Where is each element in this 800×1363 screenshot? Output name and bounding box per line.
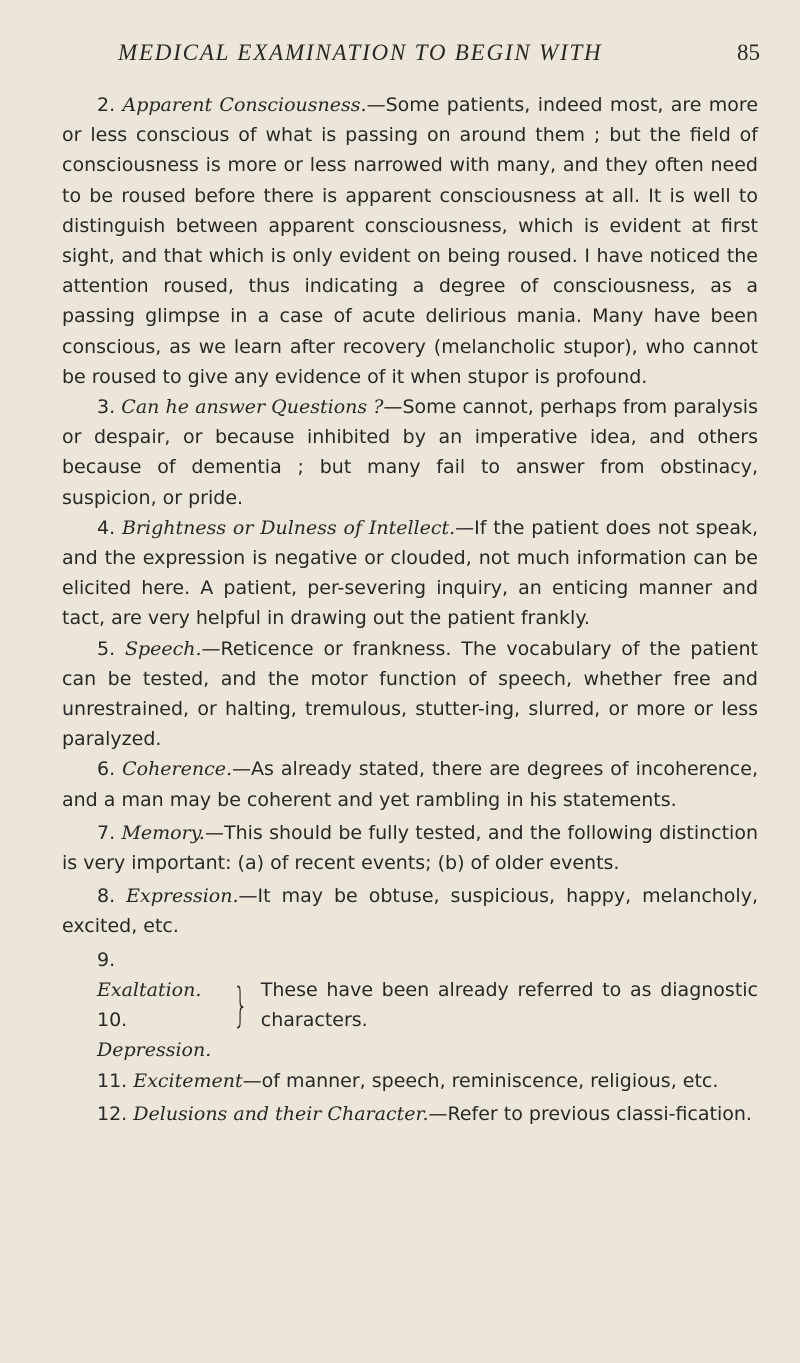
brace-group: [62, 945, 758, 1066]
paragraph-expression: 8. Expression.—It may be obtuse, suspicious, happy, melancholy, excited, etc.: [62, 885, 758, 938]
paragraph-answer-questions: 3. Can he answer Questions ?—Some cannot, perhaps from paralysis or despair, or because inhibited by an imperative idea, and others because of dementia ; but many fail to answer from obstinacy, suspicion, or pride.: [62, 396, 758, 509]
item-text: —Some patients, indeed most, are more or less conscious of what is passing on around them ; but the field of consciousness is more or less narrowed with many, and they often need to be roused before there is apparent consciousness at all. It is well to distinguish between apparent consciousness, which is evident at first sight, and that which is only evident on being roused. I have noticed the attention roused, thus indicating a degree of consciousness, as a passing glimpse in a case of acute delirious mania. Many have been conscious, as we learn after recovery (melancholic stupor), who cannot be roused to give any evidence of it when stupor is profound.: [62, 94, 759, 388]
paragraph-memory: 7. Memory.—This should be fully tested, and the following distinction is very important: (a) of recent events; (b) of older events.: [62, 821, 759, 875]
running-head: MEDICAL EXAMINATION TO BEGIN WITH: [118, 40, 603, 65]
paragraph-excitement: 11. Excitement—of manner, speech, reminiscence, religious, etc.: [97, 1069, 719, 1092]
item-text: —If the patient does not speak, and the expression is negative or clouded, not much information can be elicited here. A patient, per-severing inquiry, an enticing manner and tact, are very helpful in drawing out the patient frankly.: [62, 516, 759, 630]
item-text: —This should be fully tested, and the following distinction is very important: (a) of recent events; (b) of older events.: [62, 821, 759, 875]
item-text: —As already stated, there are degrees of incoherence, and a man may be coherent and yet rambling in his statements.: [62, 758, 758, 811]
item-text: —Refer to previous classi-fication.: [428, 1102, 752, 1125]
item-text: —Reticence or frankness. The vocabulary of the patient can be tested, and the motor function of speech, whether free and unrestrained, or halting, tremulous, stutter-ing, slurred, or more or less paralyzed.: [62, 637, 758, 751]
item-text: —It may be obtuse, suspicious, happy, melancholy, excited, etc.: [62, 885, 758, 938]
paragraph-brightness: 4. Brightness or Dulness of Intellect.—If the patient does not speak, and the expression is negative or clouded, not much information can be elicited here. A patient, per-severing inquiry, an enticing manner and tact, are very helpful in drawing out the patient frankly.: [62, 516, 759, 630]
paragraph-speech: 5. Speech.—Reticence or frankness. The vocabulary of the patient can be tested, and the motor function of speech, whether free and unrestrained, or halting, tremulous, stutter-ing, slurred, or more or less paralyzed.: [62, 637, 758, 751]
brace-item: 10. Depression.: [97, 1009, 212, 1062]
item-text: —of manner, speech, reminiscence, religious, etc.: [242, 1069, 719, 1092]
item-title: Excitement: [133, 1069, 243, 1092]
item-title: Delusions and their Character.: [133, 1102, 429, 1125]
brace-glyph: }: [232, 978, 248, 1033]
body-text: [62, 90, 758, 1129]
item-title: Brightness or Dulness of Intellect.: [121, 516, 456, 539]
page-header: [118, 40, 760, 72]
item-title: Coherence.: [122, 758, 233, 781]
paragraph-apparent-consciousness: 2. Apparent Consciousness.—Some patients, indeed most, are more or less conscious of what is passing on around them ; but the field of consciousness is more or less narrowed with many, and they often need to be roused before there is apparent consciousness at all. It is well to distinguish between apparent consciousness, which is evident at first sight, and that which is only evident on being roused. I have noticed the attention roused, thus indicating a degree of consciousness, as a passing glimpse in a case of acute delirious mania. Many have been conscious, as we learn after recovery (melancholic stupor), who cannot be roused to give any evidence of it when stupor is profound.: [62, 94, 759, 388]
item-title: Expression.: [126, 885, 239, 908]
item-text: —Some cannot, perhaps from paralysis or despair, or because inhibited by an imperative idea, and others because of dementia ; but many fail to answer from obstinacy, suspicion, or pride.: [62, 396, 758, 509]
item-title: Can he answer Questions ?: [121, 396, 384, 419]
paragraph-delusions: 12. Delusions and their Character.—Refer to previous classi-fication.: [97, 1102, 752, 1125]
item-title: Apparent Consciousness.: [122, 94, 367, 116]
paragraph-coherence: 6. Coherence.—As already stated, there are degrees of incoherence, and a man may be coherent and yet rambling in his statements.: [62, 758, 758, 811]
page-number: 85: [737, 40, 760, 65]
item-title: Memory.: [121, 821, 205, 844]
brace-text: These have been already referred to as diagnostic characters.: [260, 978, 758, 1032]
brace-item: 9. Exaltation.: [97, 948, 202, 1001]
brace-items: [97, 945, 224, 1066]
item-title: Speech.: [124, 637, 202, 660]
